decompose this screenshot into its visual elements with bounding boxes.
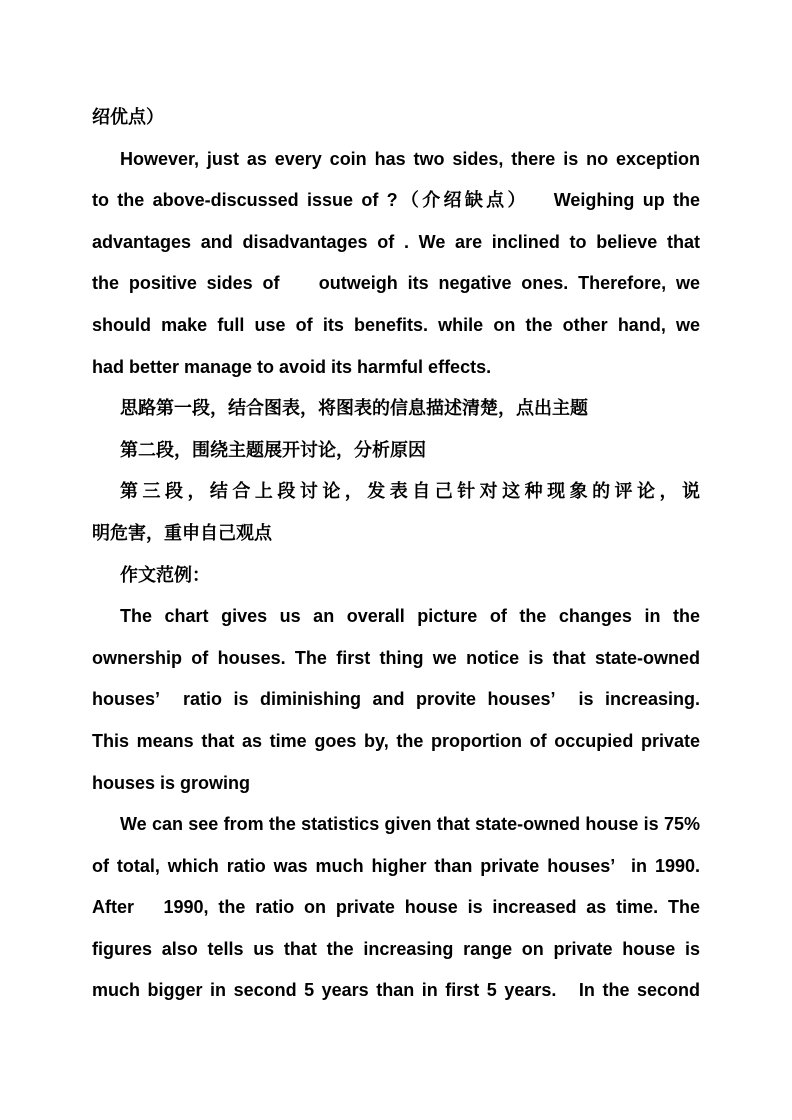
text-line: 第三段，结合上段讨论，发表自己针对这种现象的评论，说 <box>120 481 700 502</box>
text-line: the positive sides of outweigh its negative ones. Therefore, we <box>92 273 700 294</box>
paragraph <box>92 596 700 804</box>
text-line: advantages and disadvantages of . We are inclined to believe that <box>92 231 700 252</box>
text-line: 明危害，重申自己观点 <box>92 522 272 543</box>
paragraph <box>92 555 700 597</box>
text-line: The chart gives us an overall picture of the changes in the <box>120 606 700 627</box>
text-line: of total, which ratio was much higher than private houses’ in 1990. <box>92 855 700 876</box>
text-line: We can see from the statistics given that state-owned house is 75% <box>120 814 700 835</box>
paragraph <box>92 97 700 139</box>
text-line: to the above-discussed issue of ?（介绍缺点） Weighing up the <box>92 190 700 211</box>
text-line: 绍优点） <box>92 107 164 127</box>
paragraph <box>92 804 700 1012</box>
text-line: 思路第一段，结合图表，将图表的信息描述清楚，点出主题 <box>120 398 588 419</box>
text-line: had better manage to avoid its harmful effects. <box>92 356 492 377</box>
text-line: However, just as every coin has two sides, there is no exception <box>120 148 700 169</box>
text-line: should make full use of its benefits. while on the other hand, we <box>92 314 700 335</box>
paragraph <box>92 139 700 389</box>
text-line: houses’ ratio is diminishing and provite houses’ is increasing. <box>92 689 700 710</box>
paragraph <box>92 471 700 554</box>
text-line: After 1990, the ratio on private house is increased as time. The <box>92 897 700 918</box>
text-line: much bigger in second 5 years than in first 5 years. In the second <box>92 980 700 1001</box>
text-line: ownership of houses. The first thing we notice is that state-owned <box>92 647 700 668</box>
text-line: 作文范例： <box>120 564 210 585</box>
paragraph <box>92 388 700 430</box>
text-line: 第二段，围绕主题展开讨论，分析原因 <box>120 439 426 460</box>
text-line: figures also tells us that the increasing range on private house is <box>92 938 700 959</box>
text-line: houses is growing <box>92 772 251 793</box>
document-body <box>92 97 700 1012</box>
paragraph <box>92 430 700 472</box>
text-line: This means that as time goes by, the proportion of occupied private <box>92 730 700 751</box>
